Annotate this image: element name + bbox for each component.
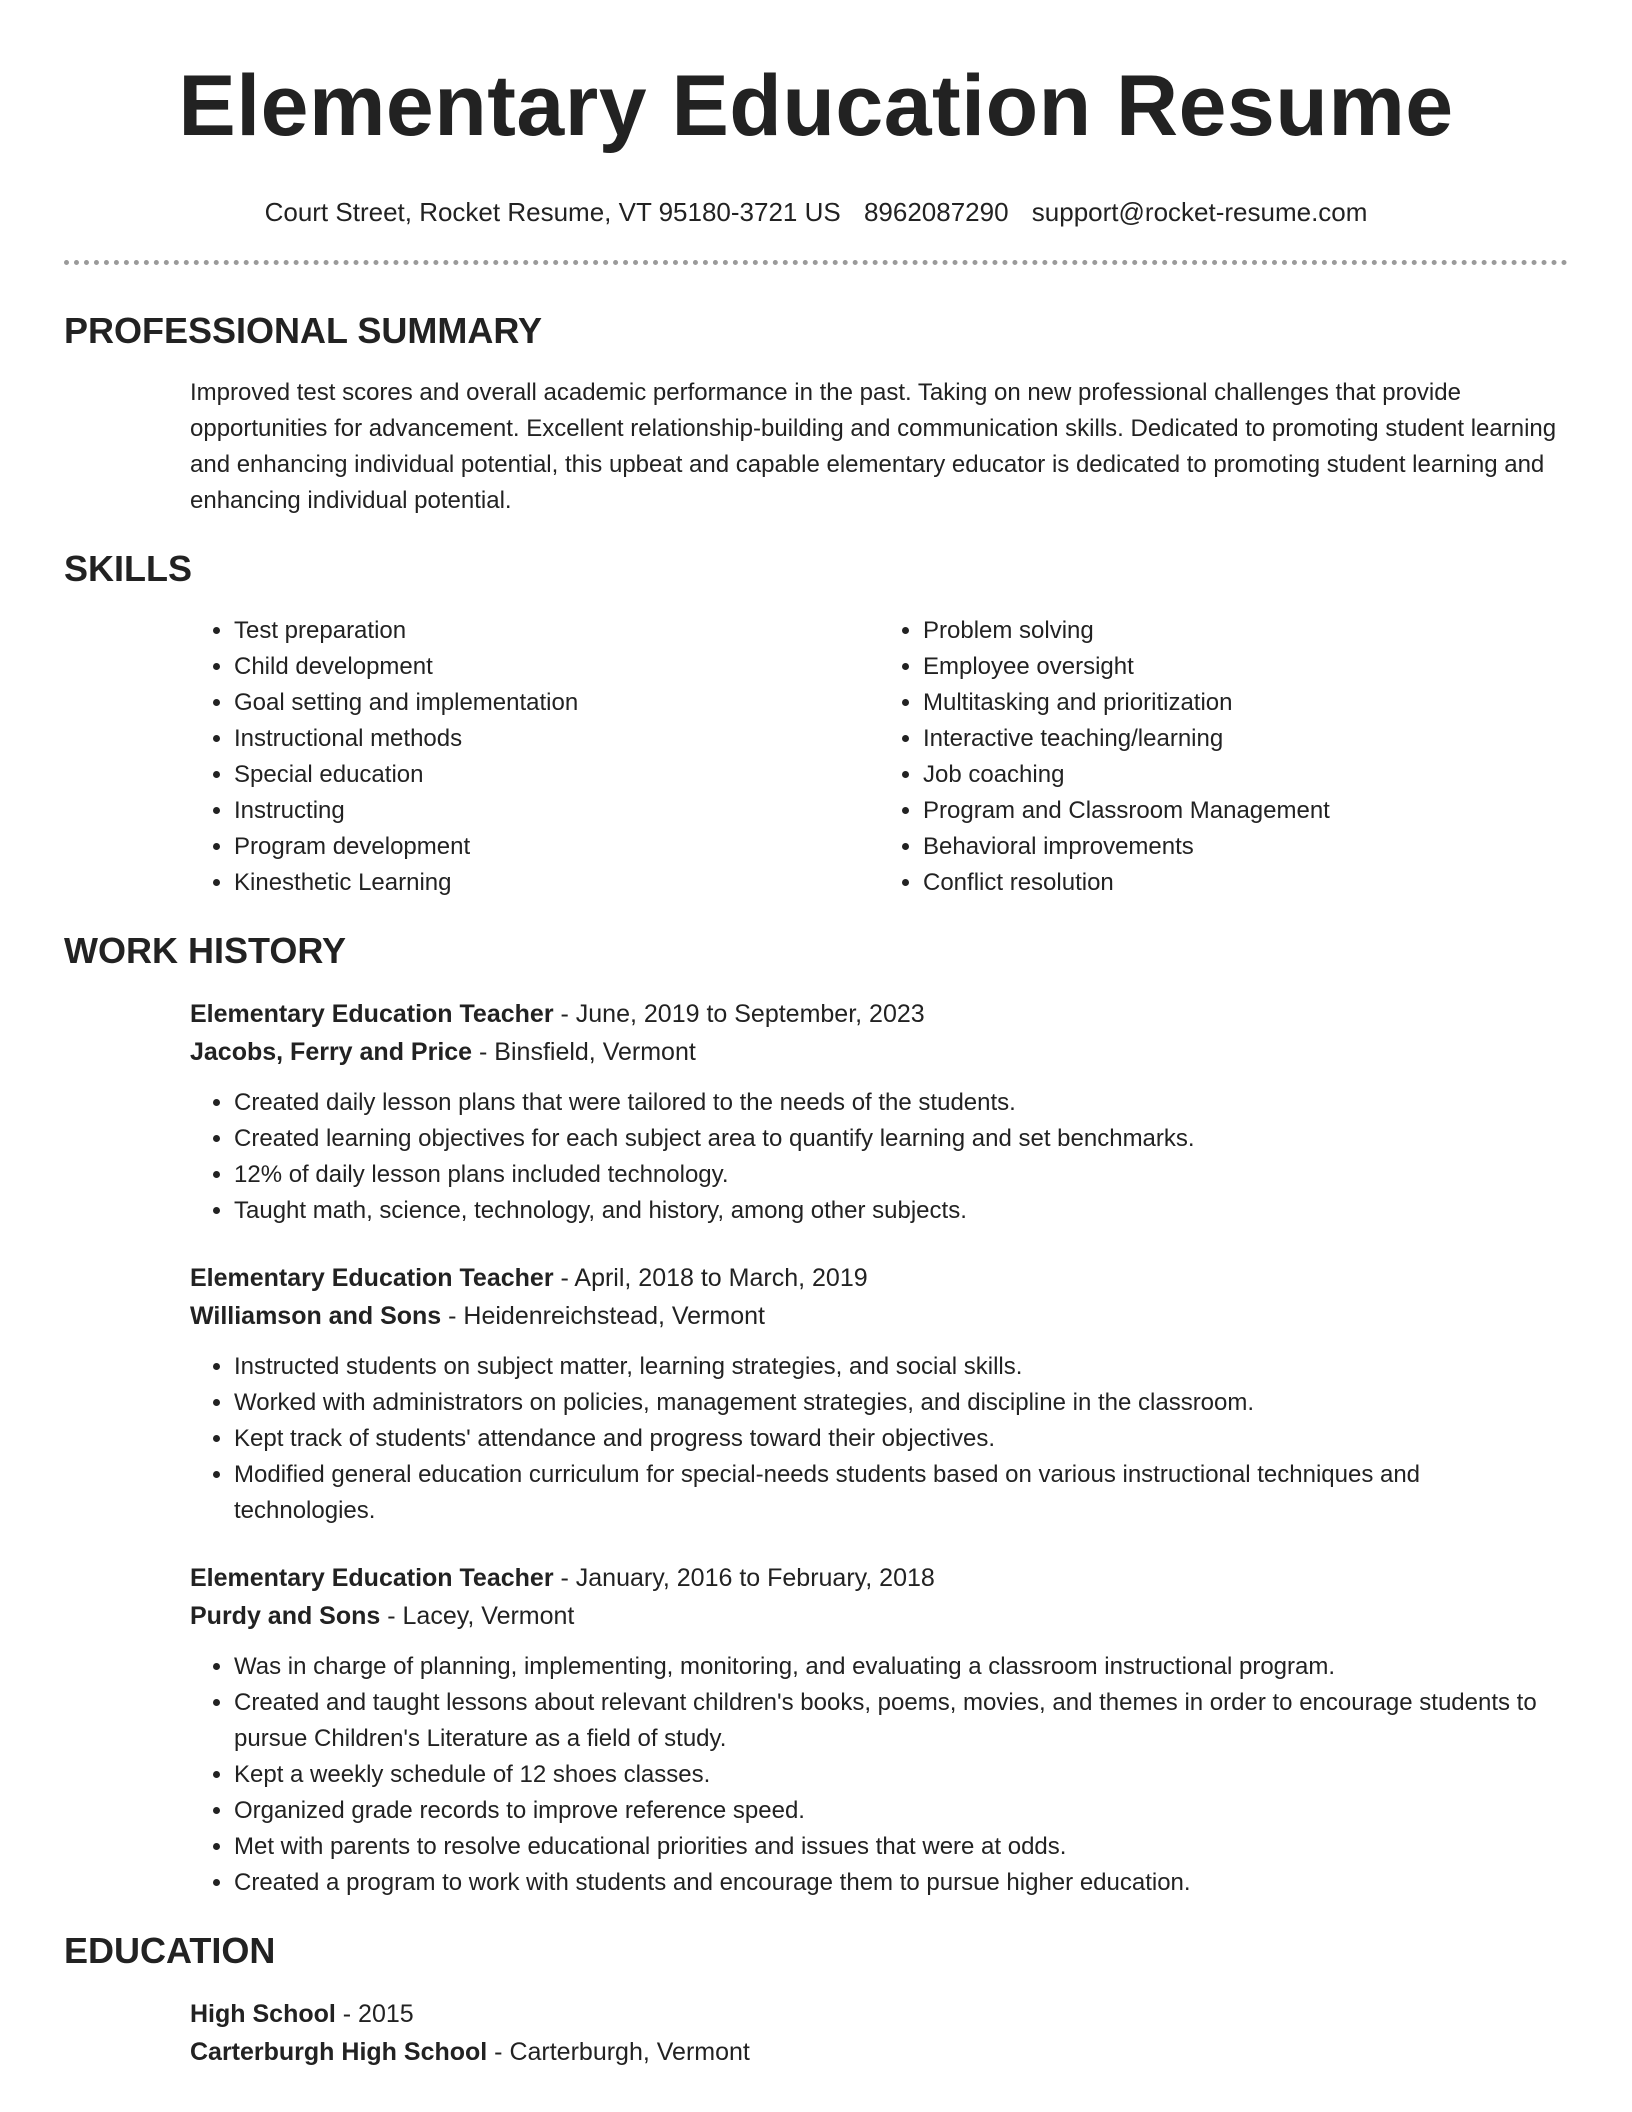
- job-company: Purdy and Sons: [190, 1602, 381, 1630]
- skill-item: • Special education: [234, 757, 879, 793]
- education-degree: High School: [190, 2000, 336, 2028]
- education-location: - Carterburgh, Vermont: [487, 2038, 750, 2066]
- skill-item: • Interactive teaching/learning: [923, 721, 1568, 757]
- skill-item: • Conflict resolution: [923, 865, 1568, 901]
- skill-item: • Multitasking and prioritization: [923, 685, 1568, 721]
- job-bullet: • Taught math, science, technology, and history, among other subjects.: [234, 1193, 1568, 1229]
- job-bullet: • Worked with administrators on policies, management strategies, and discipline in the classroom.: [234, 1385, 1568, 1421]
- job-bullet: • Kept track of students' attendance and progress toward their objectives.: [234, 1421, 1568, 1457]
- job-entry: [190, 1559, 1568, 1901]
- summary-text: Improved test scores and overall academic performance in the past. Taking on new professional challenges that provide opportunities for advancement. Excellent relationship-building and communication skills. Dedicated to promoting student learning and enhancing individual potential, this upbeat and capable elementary educator is dedicated to promoting student learning and enhancing individual potential.: [190, 379, 1557, 514]
- job-company: Jacobs, Ferry and Price: [190, 1038, 473, 1066]
- job-entry: [190, 1259, 1568, 1529]
- job-entry: [190, 995, 1568, 1229]
- job-dates: - June, 2019 to September, 2023: [553, 1000, 925, 1028]
- skills-list: [190, 613, 1568, 901]
- skill-item: • Kinesthetic Learning: [234, 865, 879, 901]
- job-bullet: • Modified general education curriculum for special-needs students based on various instructional techniques and technologies.: [234, 1457, 1568, 1529]
- skill-item: • Program and Classroom Management: [923, 793, 1568, 829]
- skill-item: • Instructional methods: [234, 721, 879, 757]
- skill-item: • Goal setting and implementation: [234, 685, 879, 721]
- job-bullet: • Created learning objectives for each subject area to quantify learning and set benchmarks.: [234, 1121, 1568, 1157]
- skills-column-right: [879, 613, 1568, 901]
- skill-item: • Behavioral improvements: [923, 829, 1568, 865]
- skills-heading: SKILLS: [64, 548, 193, 589]
- skill-item: • Program development: [234, 829, 879, 865]
- job-dates: - April, 2018 to March, 2019: [553, 1264, 868, 1292]
- job-location: - Heidenreichstead, Vermont: [441, 1302, 765, 1330]
- contact-email: support@rocket-resume.com: [1031, 197, 1368, 227]
- job-bullets: [190, 1085, 1568, 1229]
- contact-line: [64, 194, 1568, 230]
- job-bullet: • Met with parents to resolve educational priorities and issues that were at odds.: [234, 1829, 1568, 1865]
- skill-item: • Test preparation: [234, 613, 879, 649]
- contact-phone: 8962087290: [863, 197, 1009, 227]
- skills-column-left: [190, 613, 879, 901]
- summary-heading: PROFESSIONAL SUMMARY: [64, 310, 543, 351]
- job-bullet: • Kept a weekly schedule of 12 shoes classes.: [234, 1757, 1568, 1793]
- education-heading: EDUCATION: [64, 1930, 276, 1971]
- job-title-line: [190, 995, 1568, 1033]
- job-company-line: [190, 1597, 1568, 1635]
- skill-item: • Instructing: [234, 793, 879, 829]
- job-bullet: • Was in charge of planning, implementing, monitoring, and evaluating a classroom instructional program.: [234, 1649, 1568, 1685]
- job-location: - Lacey, Vermont: [380, 1602, 575, 1630]
- job-dates: - January, 2016 to February, 2018: [553, 1564, 935, 1592]
- job-role: Elementary Education Teacher: [190, 1000, 554, 1028]
- work-history-heading: WORK HISTORY: [64, 930, 347, 971]
- job-bullet: • Created a program to work with students and encourage them to pursue higher education.: [234, 1865, 1568, 1901]
- job-role: Elementary Education Teacher: [190, 1264, 554, 1292]
- skill-item: • Child development: [234, 649, 879, 685]
- job-bullet: • Instructed students on subject matter, learning strategies, and social skills.: [234, 1349, 1568, 1385]
- education-entry: [190, 1995, 1568, 2071]
- job-bullet: • Organized grade records to improve reference speed.: [234, 1793, 1568, 1829]
- resume-title: Elementary Education Resume: [178, 58, 1454, 154]
- job-bullet: • Created and taught lessons about relevant children's books, poems, movies, and themes in order to encourage students to pursue Children's Literature as a field of study.: [234, 1685, 1568, 1757]
- job-location: - Binsfield, Vermont: [472, 1038, 696, 1066]
- job-company: Williamson and Sons: [190, 1302, 442, 1330]
- job-title-line: [190, 1559, 1568, 1597]
- education-school: Carterburgh High School: [190, 2038, 488, 2066]
- job-bullet: • Created daily lesson plans that were tailored to the needs of the students.: [234, 1085, 1568, 1121]
- education-school-line: [190, 2033, 1568, 2071]
- skill-item: • Problem solving: [923, 613, 1568, 649]
- job-role: Elementary Education Teacher: [190, 1564, 554, 1592]
- skill-item: • Job coaching: [923, 757, 1568, 793]
- education-year: - 2015: [335, 2000, 414, 2028]
- job-bullets: [190, 1349, 1568, 1529]
- job-bullet: • 12% of daily lesson plans included technology.: [234, 1157, 1568, 1193]
- job-title-line: [190, 1259, 1568, 1297]
- job-bullets: [190, 1649, 1568, 1901]
- education-degree-line: [190, 1995, 1568, 2033]
- contact-address: Court Street, Rocket Resume, VT 95180-3721 US: [264, 197, 841, 227]
- job-company-line: [190, 1033, 1568, 1071]
- header-divider: [64, 260, 1568, 265]
- job-company-line: [190, 1297, 1568, 1335]
- skill-item: • Employee oversight: [923, 649, 1568, 685]
